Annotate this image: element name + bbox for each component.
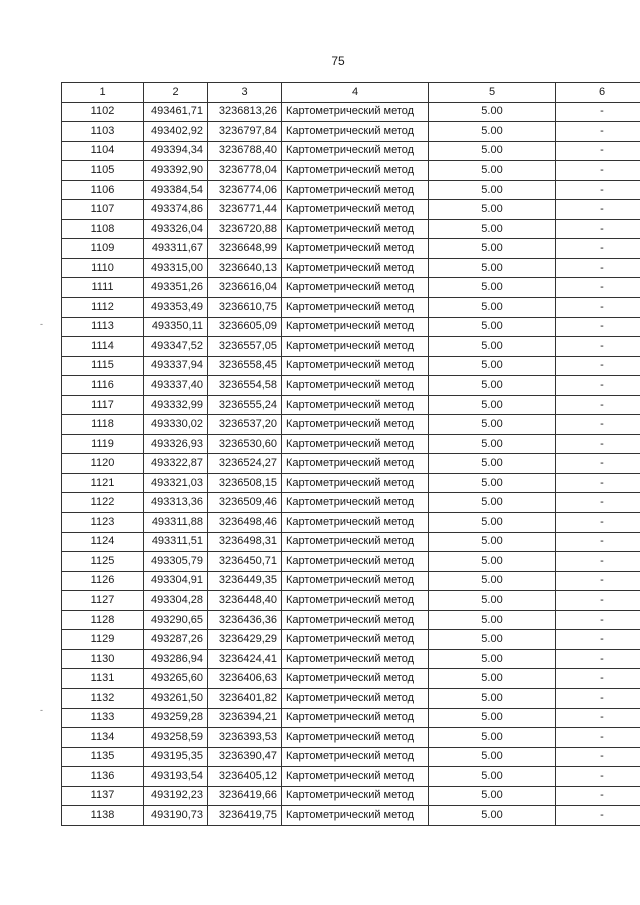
table-row — [62, 630, 640, 650]
method-cell: Картометрический метод — [282, 278, 429, 298]
description-cell: - — [556, 571, 640, 591]
y-coordinate-cell: 3236429,29 — [208, 630, 282, 650]
table-row — [62, 278, 640, 298]
accuracy-cell: 5.00 — [429, 649, 556, 669]
description-cell: - — [556, 806, 640, 826]
header-cell-3: 3 — [208, 83, 282, 103]
description-cell: - — [556, 278, 640, 298]
method-cell: Картометрический метод — [282, 141, 429, 161]
y-coordinate-cell: 3236771,44 — [208, 200, 282, 220]
x-coordinate-cell: 493195,35 — [144, 747, 208, 767]
description-cell: - — [556, 610, 640, 630]
table-row — [62, 239, 640, 259]
x-coordinate-cell: 493290,65 — [144, 610, 208, 630]
method-cell: Картометрический метод — [282, 122, 429, 142]
coordinates-table — [61, 82, 640, 826]
accuracy-cell: 5.00 — [429, 102, 556, 122]
y-coordinate-cell: 3236498,46 — [208, 513, 282, 533]
point-number-cell: 1138 — [62, 806, 144, 826]
table-row — [62, 356, 640, 376]
table-row — [62, 532, 640, 552]
header-cell-6: 6 — [556, 83, 640, 103]
description-cell: - — [556, 513, 640, 533]
table-row — [62, 806, 640, 826]
x-coordinate-cell: 493193,54 — [144, 767, 208, 787]
x-coordinate-cell: 493305,79 — [144, 552, 208, 572]
method-cell: Картометрический метод — [282, 239, 429, 259]
description-cell: - — [556, 532, 640, 552]
point-number-cell: 1117 — [62, 395, 144, 415]
margin-mark: - — [40, 705, 43, 715]
y-coordinate-cell: 3236530,60 — [208, 434, 282, 454]
accuracy-cell: 5.00 — [429, 317, 556, 337]
y-coordinate-cell: 3236508,15 — [208, 473, 282, 493]
method-cell: Картометрический метод — [282, 610, 429, 630]
description-cell: - — [556, 161, 640, 181]
method-cell: Картометрический метод — [282, 552, 429, 572]
method-cell: Картометрический метод — [282, 454, 429, 474]
y-coordinate-cell: 3236640,13 — [208, 258, 282, 278]
accuracy-cell: 5.00 — [429, 141, 556, 161]
point-number-cell: 1121 — [62, 473, 144, 493]
description-cell: - — [556, 122, 640, 142]
method-cell: Картометрический метод — [282, 102, 429, 122]
description-cell: - — [556, 180, 640, 200]
description-cell: - — [556, 552, 640, 572]
x-coordinate-cell: 493287,26 — [144, 630, 208, 650]
method-cell: Картометрический метод — [282, 767, 429, 787]
header-cell-4: 4 — [282, 83, 429, 103]
point-number-cell: 1130 — [62, 649, 144, 669]
accuracy-cell: 5.00 — [429, 376, 556, 396]
accuracy-cell: 5.00 — [429, 806, 556, 826]
accuracy-cell: 5.00 — [429, 591, 556, 611]
method-cell: Картометрический метод — [282, 513, 429, 533]
method-cell: Картометрический метод — [282, 786, 429, 806]
y-coordinate-cell: 3236436,36 — [208, 610, 282, 630]
point-number-cell: 1135 — [62, 747, 144, 767]
method-cell: Картометрический метод — [282, 571, 429, 591]
description-cell: - — [556, 239, 640, 259]
y-coordinate-cell: 3236498,31 — [208, 532, 282, 552]
table-row — [62, 493, 640, 513]
description-cell: - — [556, 434, 640, 454]
y-coordinate-cell: 3236610,75 — [208, 298, 282, 318]
method-cell: Картометрический метод — [282, 806, 429, 826]
description-cell: - — [556, 454, 640, 474]
point-number-cell: 1126 — [62, 571, 144, 591]
accuracy-cell: 5.00 — [429, 473, 556, 493]
table-row — [62, 200, 640, 220]
table-row — [62, 688, 640, 708]
accuracy-cell: 5.00 — [429, 688, 556, 708]
accuracy-cell: 5.00 — [429, 434, 556, 454]
method-cell: Картометрический метод — [282, 434, 429, 454]
point-number-cell: 1136 — [62, 767, 144, 787]
description-cell: - — [556, 219, 640, 239]
point-number-cell: 1104 — [62, 141, 144, 161]
point-number-cell: 1102 — [62, 102, 144, 122]
y-coordinate-cell: 3236450,71 — [208, 552, 282, 572]
x-coordinate-cell: 493353,49 — [144, 298, 208, 318]
y-coordinate-cell: 3236524,27 — [208, 454, 282, 474]
header-cell-5: 5 — [429, 83, 556, 103]
method-cell: Картометрический метод — [282, 219, 429, 239]
accuracy-cell: 5.00 — [429, 747, 556, 767]
description-cell: - — [556, 786, 640, 806]
point-number-cell: 1105 — [62, 161, 144, 181]
header-cell-2: 2 — [144, 83, 208, 103]
x-coordinate-cell: 493461,71 — [144, 102, 208, 122]
table-row — [62, 141, 640, 161]
description-cell: - — [556, 258, 640, 278]
accuracy-cell: 5.00 — [429, 630, 556, 650]
point-number-cell: 1128 — [62, 610, 144, 630]
accuracy-cell: 5.00 — [429, 610, 556, 630]
x-coordinate-cell: 493330,02 — [144, 415, 208, 435]
point-number-cell: 1123 — [62, 513, 144, 533]
point-number-cell: 1114 — [62, 337, 144, 357]
method-cell: Картометрический метод — [282, 669, 429, 689]
accuracy-cell: 5.00 — [429, 337, 556, 357]
accuracy-cell: 5.00 — [429, 513, 556, 533]
table-row — [62, 219, 640, 239]
x-coordinate-cell: 493286,94 — [144, 649, 208, 669]
y-coordinate-cell: 3236720,88 — [208, 219, 282, 239]
accuracy-cell: 5.00 — [429, 669, 556, 689]
y-coordinate-cell: 3236558,45 — [208, 356, 282, 376]
method-cell: Картометрический метод — [282, 688, 429, 708]
x-coordinate-cell: 493304,91 — [144, 571, 208, 591]
x-coordinate-cell: 493190,73 — [144, 806, 208, 826]
x-coordinate-cell: 493313,36 — [144, 493, 208, 513]
table-row — [62, 337, 640, 357]
table-row — [62, 728, 640, 748]
x-coordinate-cell: 493402,92 — [144, 122, 208, 142]
x-coordinate-cell: 493259,28 — [144, 708, 208, 728]
table-row — [62, 298, 640, 318]
y-coordinate-cell: 3236390,47 — [208, 747, 282, 767]
point-number-cell: 1132 — [62, 688, 144, 708]
point-number-cell: 1106 — [62, 180, 144, 200]
x-coordinate-cell: 493311,67 — [144, 239, 208, 259]
y-coordinate-cell: 3236778,04 — [208, 161, 282, 181]
description-cell: - — [556, 473, 640, 493]
table-row — [62, 317, 640, 337]
accuracy-cell: 5.00 — [429, 239, 556, 259]
method-cell: Картометрический метод — [282, 258, 429, 278]
table-row — [62, 571, 640, 591]
method-cell: Картометрический метод — [282, 200, 429, 220]
description-cell: - — [556, 669, 640, 689]
accuracy-cell: 5.00 — [429, 415, 556, 435]
x-coordinate-cell: 493351,26 — [144, 278, 208, 298]
y-coordinate-cell: 3236797,84 — [208, 122, 282, 142]
y-coordinate-cell: 3236788,40 — [208, 141, 282, 161]
x-coordinate-cell: 493392,90 — [144, 161, 208, 181]
x-coordinate-cell: 493326,04 — [144, 219, 208, 239]
method-cell: Картометрический метод — [282, 395, 429, 415]
y-coordinate-cell: 3236448,40 — [208, 591, 282, 611]
y-coordinate-cell: 3236393,53 — [208, 728, 282, 748]
description-cell: - — [556, 767, 640, 787]
y-coordinate-cell: 3236405,12 — [208, 767, 282, 787]
accuracy-cell: 5.00 — [429, 454, 556, 474]
y-coordinate-cell: 3236401,82 — [208, 688, 282, 708]
table-row — [62, 747, 640, 767]
description-cell: - — [556, 630, 640, 650]
point-number-cell: 1122 — [62, 493, 144, 513]
x-coordinate-cell: 493192,23 — [144, 786, 208, 806]
point-number-cell: 1103 — [62, 122, 144, 142]
point-number-cell: 1125 — [62, 552, 144, 572]
method-cell: Картометрический метод — [282, 298, 429, 318]
point-number-cell: 1124 — [62, 532, 144, 552]
x-coordinate-cell: 493374,86 — [144, 200, 208, 220]
point-number-cell: 1133 — [62, 708, 144, 728]
y-coordinate-cell: 3236419,66 — [208, 786, 282, 806]
x-coordinate-cell: 493350,11 — [144, 317, 208, 337]
y-coordinate-cell: 3236537,20 — [208, 415, 282, 435]
table-header — [62, 83, 640, 103]
description-cell: - — [556, 415, 640, 435]
description-cell: - — [556, 376, 640, 396]
description-cell: - — [556, 356, 640, 376]
x-coordinate-cell: 493337,94 — [144, 356, 208, 376]
accuracy-cell: 5.00 — [429, 493, 556, 513]
description-cell: - — [556, 200, 640, 220]
accuracy-cell: 5.00 — [429, 767, 556, 787]
x-coordinate-cell: 493326,93 — [144, 434, 208, 454]
method-cell: Картометрический метод — [282, 728, 429, 748]
y-coordinate-cell: 3236509,46 — [208, 493, 282, 513]
table-body — [62, 102, 640, 825]
method-cell: Картометрический метод — [282, 317, 429, 337]
method-cell: Картометрический метод — [282, 376, 429, 396]
method-cell: Картометрический метод — [282, 415, 429, 435]
table-row — [62, 552, 640, 572]
accuracy-cell: 5.00 — [429, 298, 556, 318]
method-cell: Картометрический метод — [282, 161, 429, 181]
accuracy-cell: 5.00 — [429, 200, 556, 220]
y-coordinate-cell: 3236648,99 — [208, 239, 282, 259]
y-coordinate-cell: 3236605,09 — [208, 317, 282, 337]
table-row — [62, 122, 640, 142]
method-cell: Картометрический метод — [282, 356, 429, 376]
method-cell: Картометрический метод — [282, 747, 429, 767]
method-cell: Картометрический метод — [282, 180, 429, 200]
accuracy-cell: 5.00 — [429, 161, 556, 181]
accuracy-cell: 5.00 — [429, 219, 556, 239]
x-coordinate-cell: 493315,00 — [144, 258, 208, 278]
x-coordinate-cell: 493265,60 — [144, 669, 208, 689]
y-coordinate-cell: 3236406,63 — [208, 669, 282, 689]
table-row — [62, 708, 640, 728]
x-coordinate-cell: 493261,50 — [144, 688, 208, 708]
x-coordinate-cell: 493337,40 — [144, 376, 208, 396]
header-row — [62, 83, 640, 103]
point-number-cell: 1131 — [62, 669, 144, 689]
table-row — [62, 767, 640, 787]
method-cell: Картометрический метод — [282, 649, 429, 669]
method-cell: Картометрический метод — [282, 708, 429, 728]
accuracy-cell: 5.00 — [429, 356, 556, 376]
y-coordinate-cell: 3236419,75 — [208, 806, 282, 826]
table-row — [62, 513, 640, 533]
table-row — [62, 669, 640, 689]
y-coordinate-cell: 3236554,58 — [208, 376, 282, 396]
description-cell: - — [556, 591, 640, 611]
x-coordinate-cell: 493311,51 — [144, 532, 208, 552]
table-row — [62, 102, 640, 122]
point-number-cell: 1118 — [62, 415, 144, 435]
y-coordinate-cell: 3236813,26 — [208, 102, 282, 122]
x-coordinate-cell: 493311,88 — [144, 513, 208, 533]
y-coordinate-cell: 3236774,06 — [208, 180, 282, 200]
table-row — [62, 180, 640, 200]
x-coordinate-cell: 493321,03 — [144, 473, 208, 493]
point-number-cell: 1119 — [62, 434, 144, 454]
table-row — [62, 473, 640, 493]
description-cell: - — [556, 688, 640, 708]
y-coordinate-cell: 3236555,24 — [208, 395, 282, 415]
description-cell: - — [556, 298, 640, 318]
point-number-cell: 1116 — [62, 376, 144, 396]
accuracy-cell: 5.00 — [429, 122, 556, 142]
point-number-cell: 1120 — [62, 454, 144, 474]
description-cell: - — [556, 747, 640, 767]
table-row — [62, 376, 640, 396]
method-cell: Картометрический метод — [282, 337, 429, 357]
description-cell: - — [556, 649, 640, 669]
method-cell: Картометрический метод — [282, 473, 429, 493]
accuracy-cell: 5.00 — [429, 728, 556, 748]
point-number-cell: 1110 — [62, 258, 144, 278]
table-row — [62, 610, 640, 630]
x-coordinate-cell: 493384,54 — [144, 180, 208, 200]
x-coordinate-cell: 493322,87 — [144, 454, 208, 474]
description-cell: - — [556, 728, 640, 748]
method-cell: Картометрический метод — [282, 493, 429, 513]
y-coordinate-cell: 3236424,41 — [208, 649, 282, 669]
accuracy-cell: 5.00 — [429, 708, 556, 728]
point-number-cell: 1112 — [62, 298, 144, 318]
x-coordinate-cell: 493304,28 — [144, 591, 208, 611]
point-number-cell: 1109 — [62, 239, 144, 259]
description-cell: - — [556, 493, 640, 513]
description-cell: - — [556, 317, 640, 337]
header-cell-1: 1 — [62, 83, 144, 103]
point-number-cell: 1108 — [62, 219, 144, 239]
table-row — [62, 649, 640, 669]
table-row — [62, 395, 640, 415]
point-number-cell: 1134 — [62, 728, 144, 748]
accuracy-cell: 5.00 — [429, 395, 556, 415]
table-row — [62, 434, 640, 454]
point-number-cell: 1137 — [62, 786, 144, 806]
table-row — [62, 786, 640, 806]
y-coordinate-cell: 3236449,35 — [208, 571, 282, 591]
table-row — [62, 591, 640, 611]
accuracy-cell: 5.00 — [429, 278, 556, 298]
method-cell: Картометрический метод — [282, 630, 429, 650]
x-coordinate-cell: 493347,52 — [144, 337, 208, 357]
table-row — [62, 258, 640, 278]
method-cell: Картометрический метод — [282, 591, 429, 611]
point-number-cell: 1115 — [62, 356, 144, 376]
x-coordinate-cell: 493394,34 — [144, 141, 208, 161]
y-coordinate-cell: 3236557,05 — [208, 337, 282, 357]
description-cell: - — [556, 141, 640, 161]
accuracy-cell: 5.00 — [429, 571, 556, 591]
accuracy-cell: 5.00 — [429, 258, 556, 278]
table-row — [62, 454, 640, 474]
accuracy-cell: 5.00 — [429, 552, 556, 572]
method-cell: Картометрический метод — [282, 532, 429, 552]
description-cell: - — [556, 337, 640, 357]
page-number: 75 — [331, 54, 345, 68]
table-row — [62, 161, 640, 181]
accuracy-cell: 5.00 — [429, 180, 556, 200]
margin-mark: - — [40, 319, 43, 329]
point-number-cell: 1129 — [62, 630, 144, 650]
x-coordinate-cell: 493258,59 — [144, 728, 208, 748]
point-number-cell: 1111 — [62, 278, 144, 298]
point-number-cell: 1107 — [62, 200, 144, 220]
accuracy-cell: 5.00 — [429, 532, 556, 552]
description-cell: - — [556, 395, 640, 415]
y-coordinate-cell: 3236616,04 — [208, 278, 282, 298]
point-number-cell: 1113 — [62, 317, 144, 337]
y-coordinate-cell: 3236394,21 — [208, 708, 282, 728]
description-cell: - — [556, 708, 640, 728]
accuracy-cell: 5.00 — [429, 786, 556, 806]
table-row — [62, 415, 640, 435]
x-coordinate-cell: 493332,99 — [144, 395, 208, 415]
point-number-cell: 1127 — [62, 591, 144, 611]
description-cell: - — [556, 102, 640, 122]
